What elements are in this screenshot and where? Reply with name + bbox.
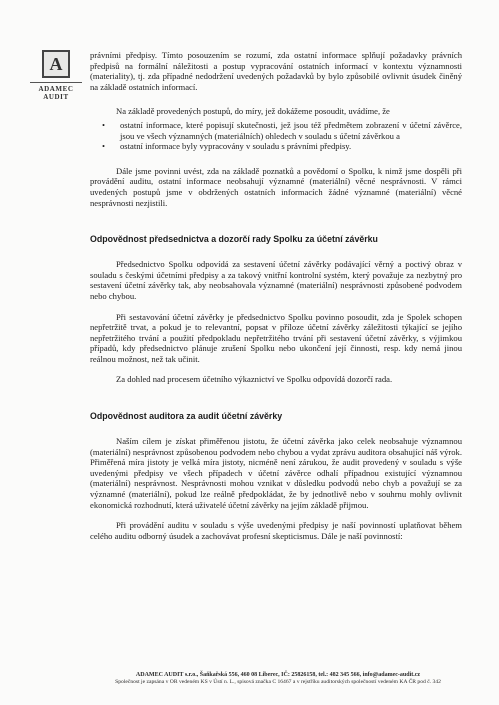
statement-list <box>90 120 462 152</box>
intro-paragraph: právními předpisy. Tímto posouzením se rozumí, zda ostatní informace splňují požadavky právních předpisů na formální náležitosti a postup vypracování ostatních informací v kontextu významnosti (materiality), tj. zda případné nedodržení uvedených požadavků by bylo způsobilé ovlivnit úsudek činěný na základě ostatních informací. <box>90 50 462 92</box>
logo-line-2: AUDIT <box>43 93 69 101</box>
management-paragraph-1: Předsednictvo Spolku odpovídá za sestavení účetní závěrky podávající věrný a poctivý obraz v souladu s českými účetními předpisy a za takový vnitřní kontrolní systém, který považuje za nezbytný pro sestavení účetní závěrky tak, aby neobsahovala významné (materiální) nesprávnosti způsobené podvodem nebo chybou. <box>90 259 462 301</box>
logo-line-1: ADAMEC <box>38 85 74 93</box>
section-heading-management: Odpovědnost předsednictva a dozorčí rady Spolku za účetní závěrku <box>90 234 378 245</box>
footer-registration: Společnost je zapsána v OR vedeném KS v Ústí n. L., spisová značka C 16467 a v rejstříku auditorských společností vedeném KA ČR pod č. 342 <box>115 679 441 685</box>
auditor-paragraph-2: Při provádění auditu v souladu s výše uvedenými předpisy je naší povinností uplatňovat během celého auditu odborný úsudek a zachovávat profesní skepticismus. Dále je naší povinností: <box>90 520 462 541</box>
footer-contact: ADAMEC AUDIT s.r.o., Šaňkařská 556, 460 08 Liberec, IČ: 25826158, tel.: 482 345 566, info@adamec-audit.cz <box>135 672 421 678</box>
management-paragraph-2: Při sestavování účetní závěrky je předsednictvo Spolku povinno posoudit, zda je Spolek schopen nepřetržitě trvat, a pokud je to relevantní, popsat v příloze účetní závěrky záležitosti týkající se jejího nepřetržitého trvání a použití předpokladu nepřetržitého trvání při sestavení účetní závěrky, s výjimkou případů, kdy předsednictvo plánuje zrušení Spolku nebo ukončení její činnosti, resp. kdy nemá jinou reálnou možnost, než tak učinit. <box>90 311 462 364</box>
further-paragraph: Dále jsme povinni uvést, zda na základě poznatků a povědomí o Spolku, k nimž jsme dospěli při provádění auditu, ostatní informace neobsahují významné (materiální) věcné nesprávnosti. V rámci uvedených postupů jsme v obdržených ostatních informacích žádné významné (materiální) věcné nesprávnosti nezjistili. <box>90 165 462 208</box>
statement-item: • ostatní informace byly vypracovány v souladu s právními předpisy. <box>120 141 462 152</box>
management-paragraph-3: Za dohled nad procesem účetního výkaznictví ve Spolku odpovídá dozorčí rada. <box>116 374 393 385</box>
page-footer <box>92 672 464 686</box>
section-heading-auditor: Odpovědnost auditora za audit účetní závěrky <box>90 411 283 422</box>
statement-item: • ostatní informace, které popisují skutečnosti, jež jsou též předmětem zobrazení v účetní závěrce, jsou ve všech významných (materiálních) ohledech v souladu s účetní závěrkou a <box>120 120 462 141</box>
company-logo <box>30 50 82 100</box>
statement-lead: Na základě provedených postupů, do míry, jež dokážeme posoudit, uvádíme, že <box>116 106 390 117</box>
auditor-paragraph-1: Naším cílem je získat přiměřenou jistotu, že účetní závěrka jako celek neobsahuje významnou (materiální) nesprávnost způsobenou podvodem nebo chybou a vydat zprávu auditora obsahující náš výrok. Přiměřená míra jistoty je velká míra jistoty, nicméně není zárukou, že audit provedený v souladu s výše uvedenými předpisy ve všech případech v účetní závěrce odhalí případnou existující významnou (materiální) nesprávnost. Nesprávnosti mohou vznikat v důsledku podvodů nebo chyb a považují se za významné (materiální), pokud lze reálně předpokládat, že by jednotlivě nebo v souhrnu mohly ovlivnit ekonomická rozhodnutí, která uživatelé účetní závěrky na jejím základě přijmou. <box>90 436 462 510</box>
logo-letter: A <box>42 50 70 78</box>
report-body <box>90 50 462 541</box>
logo-divider <box>30 82 82 83</box>
